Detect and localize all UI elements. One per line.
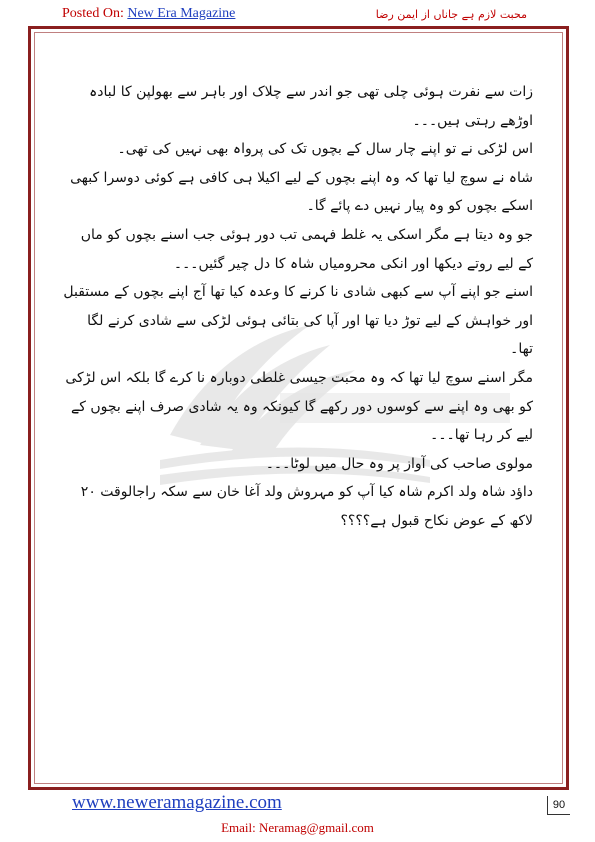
page-number: 90	[547, 796, 570, 815]
story-paragraph: مولوی صاحب کی آواز پر وہ حال میں لوٹا۔۔۔	[265, 455, 533, 472]
story-paragraph: زات سے نفرت ہوئی چلی تھی جو اندر سے چلاک اور باہر سے بھولپن کا لبادہ اوڑھے رہتی ہیں۔۔۔	[89, 84, 533, 129]
contact-email: Email: Neramag@gmail.com	[221, 820, 374, 835]
story-paragraph: اسنے جو اپنے آپ سے کبھی شادی نا کرنے کا وعدہ کیا تھا آج اپنے بچوں کے مستقبل اور خواہش کے لیے توڑ دیا تھا اور آپا کی بتائی ہوئی لڑکی سے شادی کرنے لگا تھا۔	[63, 284, 533, 358]
story-paragraph: مگر اسنے سوچ لیا تھا کہ وہ محبت جیسی غلطی دوبارہ نا کرے گا بلکہ اس لڑکی کو بھی وہ اپنے سے کوسوں دور رکھے گا کیونکہ وہ یہ شادی صرف اپنے بچوں کے لیے کر رہا تھا۔۔۔	[65, 369, 533, 444]
story-paragraph: جو وہ دیتا ہے مگر اسکی یہ غلط فہمی تب دور ہوئی جب اسنے بچوں کو ماں کے لیے روتے دیکھا اور انکی محرومیاں شاہ کا دل چیر گئیں۔۔۔	[80, 226, 533, 272]
story-paragraph: اس لڑکی نے تو اپنے چار سال کے بچوں تک کی پرواہ بھی نہیں کی تھی۔	[117, 141, 533, 158]
novel-title-author: محبت لازم ہے جاناں از ایمن رضا	[375, 8, 527, 21]
website-link[interactable]: www.neweramagazine.com	[72, 792, 282, 813]
story-paragraph: شاہ نے سوچ لیا تھا کہ وہ اپنے بچوں کے لیے اکیلا ہی کافی ہے کوئی دوسرا کبھی اسکے بچوں کو وہ پیار نہیں دے پائے گا۔	[70, 169, 533, 215]
posted-on-label: Posted On:	[62, 6, 124, 21]
story-text	[62, 78, 533, 536]
story-paragraph: داؤد شاہ ولد اکرم شاہ کیا آپ کو مہروش ولد آغا خان سے سکہ راجالوقت ۲۰ لاکھ کے عوض نکاح قبول ہے؟؟؟؟	[80, 484, 533, 529]
posted-on-header	[62, 6, 235, 22]
magazine-link[interactable]: New Era Magazine	[127, 6, 236, 21]
